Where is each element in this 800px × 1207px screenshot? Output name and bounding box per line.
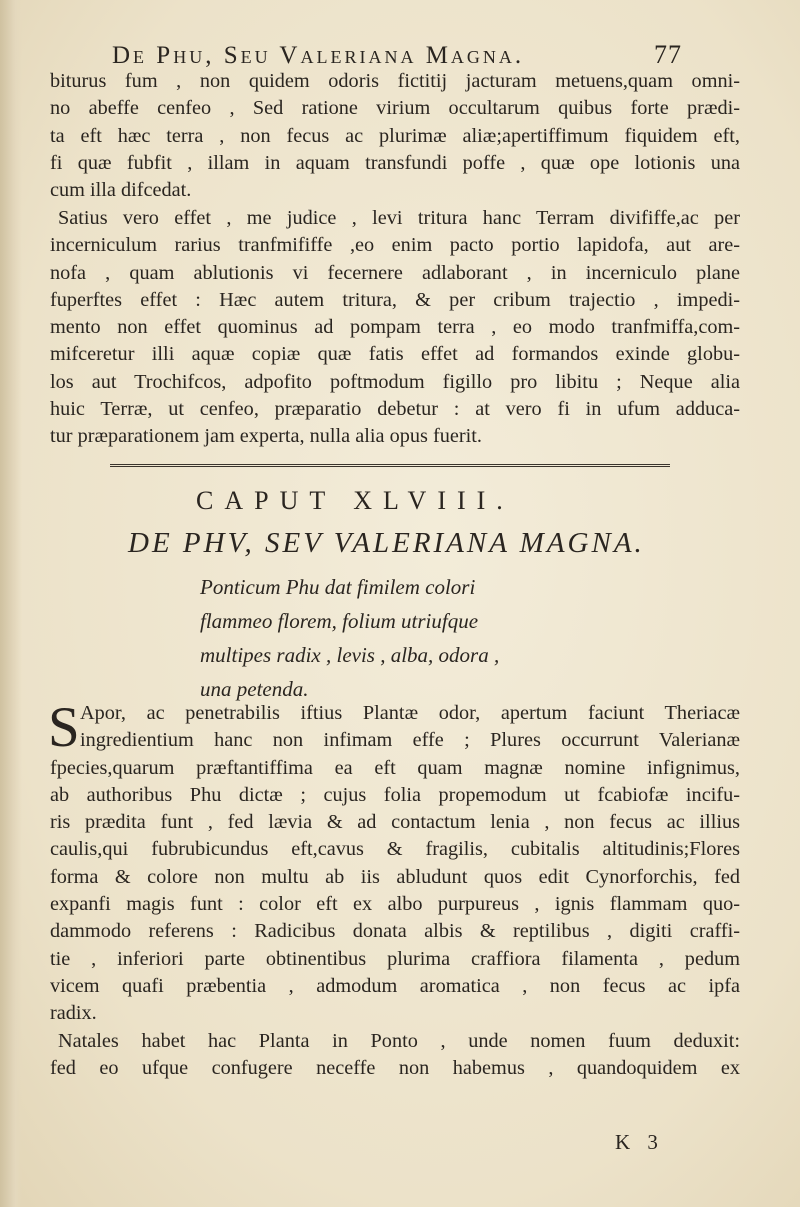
text-line: Apor, ac penetrabilis iftius Plantæ odor, apertum faciunt Theriacæ: [80, 702, 740, 724]
text-line: mifceretur illi aquæ copiæ quæ fatis effet ad formandos exinde globu-: [50, 343, 740, 366]
text-line: forma & colore non multu ab iis abludunt quos edit Cynorforchis, fed: [50, 865, 740, 888]
page-gutter-shadow: [0, 0, 22, 1207]
text-line: expanfi magis funt : color eft ex albo purpureus , ignis flammam quo-: [50, 893, 740, 916]
text-line: incerniculum rarius tranfmififfe ,eo enim pacto portio lapidofa, aut are-: [50, 234, 740, 257]
text-line: vicem quafi præbentia , admodum aromatica , non fecus ac ipfa: [50, 974, 740, 997]
running-head-title: De Phu, Seu Valeriana Magna.: [112, 42, 525, 69]
text-line: mento non effet quominus ad pompam terra , eo modo tranfmiffa,com-: [50, 316, 740, 339]
text-line: no abeffe cenfeo , Sed ratione virium occultarum quibus forte prædi-: [50, 97, 740, 120]
text-line: huic Terræ, ut cenfeo, præparatio debetur : at vero fi in ufum adduca-: [50, 398, 740, 421]
summary-line: flammeo florem, folium utriufque: [200, 609, 479, 633]
text-line: tur præparationem jam experta, nulla alia opus fuerit.: [50, 425, 482, 448]
section-divider-rule: [110, 464, 670, 467]
text-line: tie , inferiori parte obtinentibus plurima craffiora filamenta , pedum: [50, 947, 740, 970]
page-number: 77: [654, 40, 682, 69]
text-line: Natales habet hac Planta in Ponto , unde nomen fuum deduxit:: [58, 1029, 740, 1052]
chapter-title: DE PHV, SEV VALERIANA MAGNA.: [128, 527, 645, 559]
text-line: nofa , quam ablutionis vi fecernere adlaborant , in incerniculo plane: [50, 261, 740, 284]
text-line: biturus fum , non quidem odoris fictitij jacturam metuens,quam omni-: [50, 70, 740, 92]
text-line: ris prædita funt , fed lævia & ad contactum lenia , non fecus ac illius: [50, 811, 740, 834]
summary-line: una petenda.: [200, 677, 309, 701]
paragraph-2: [50, 205, 740, 451]
chapter-summary: [200, 570, 620, 706]
drop-cap: S: [48, 696, 80, 759]
text-line: ingredientium hanc non infimam effe ; Plures occurrunt Valerianæ: [80, 729, 740, 752]
paragraph-3: [48, 696, 740, 1082]
text-line: ab authoribus Phu dictæ ; cujus folia propemodum ut fcabiofæ incifu-: [50, 783, 740, 806]
signature-mark: K 3: [615, 1130, 664, 1154]
text-line: fed eo ufque confugere neceffe non habemus , quandoquidem ex: [50, 1056, 740, 1079]
text-line: cum illa difcedat.: [50, 179, 192, 202]
summary-line: multipes radix , levis , alba, odora ,: [200, 643, 500, 667]
text-line: fpecies,quarum præftantiffima ea eft quam magnæ nomine infignimus,: [50, 756, 740, 779]
running-head: [112, 40, 682, 70]
text-line: fuperftes effet : Hæc autem tritura, & per cribum trajectio , impedi-: [50, 288, 740, 311]
text-line: fi quæ fubfit , illam in aquam transfundi poffe , quæ ope lotionis una: [50, 151, 740, 174]
text-line: caulis,qui fubrubicundus eft,cavus & fragilis, cubitalis altitudinis;Flores: [50, 838, 740, 861]
text-line: radix.: [50, 1002, 97, 1025]
summary-line: Ponticum Phu dat fimilem colori: [200, 575, 476, 599]
text-line: Satius vero effet , me judice , levi tritura hanc Terram divififfe,ac per: [58, 207, 740, 229]
paragraph-1: [50, 68, 740, 204]
chapter-heading: CAPUT XLVIII.: [196, 486, 514, 515]
text-line: los aut Trochifcos, adpofito poftmodum figillo pro libitu ; Neque alia: [50, 370, 740, 393]
text-line: dammodo referens : Radicibus donata albis & reptilibus , digiti craffi-: [50, 920, 740, 943]
text-line: ta eft hæc terra , non fecus ac plurimæ aliæ;apertiffimum fiquidem eft,: [50, 124, 740, 147]
